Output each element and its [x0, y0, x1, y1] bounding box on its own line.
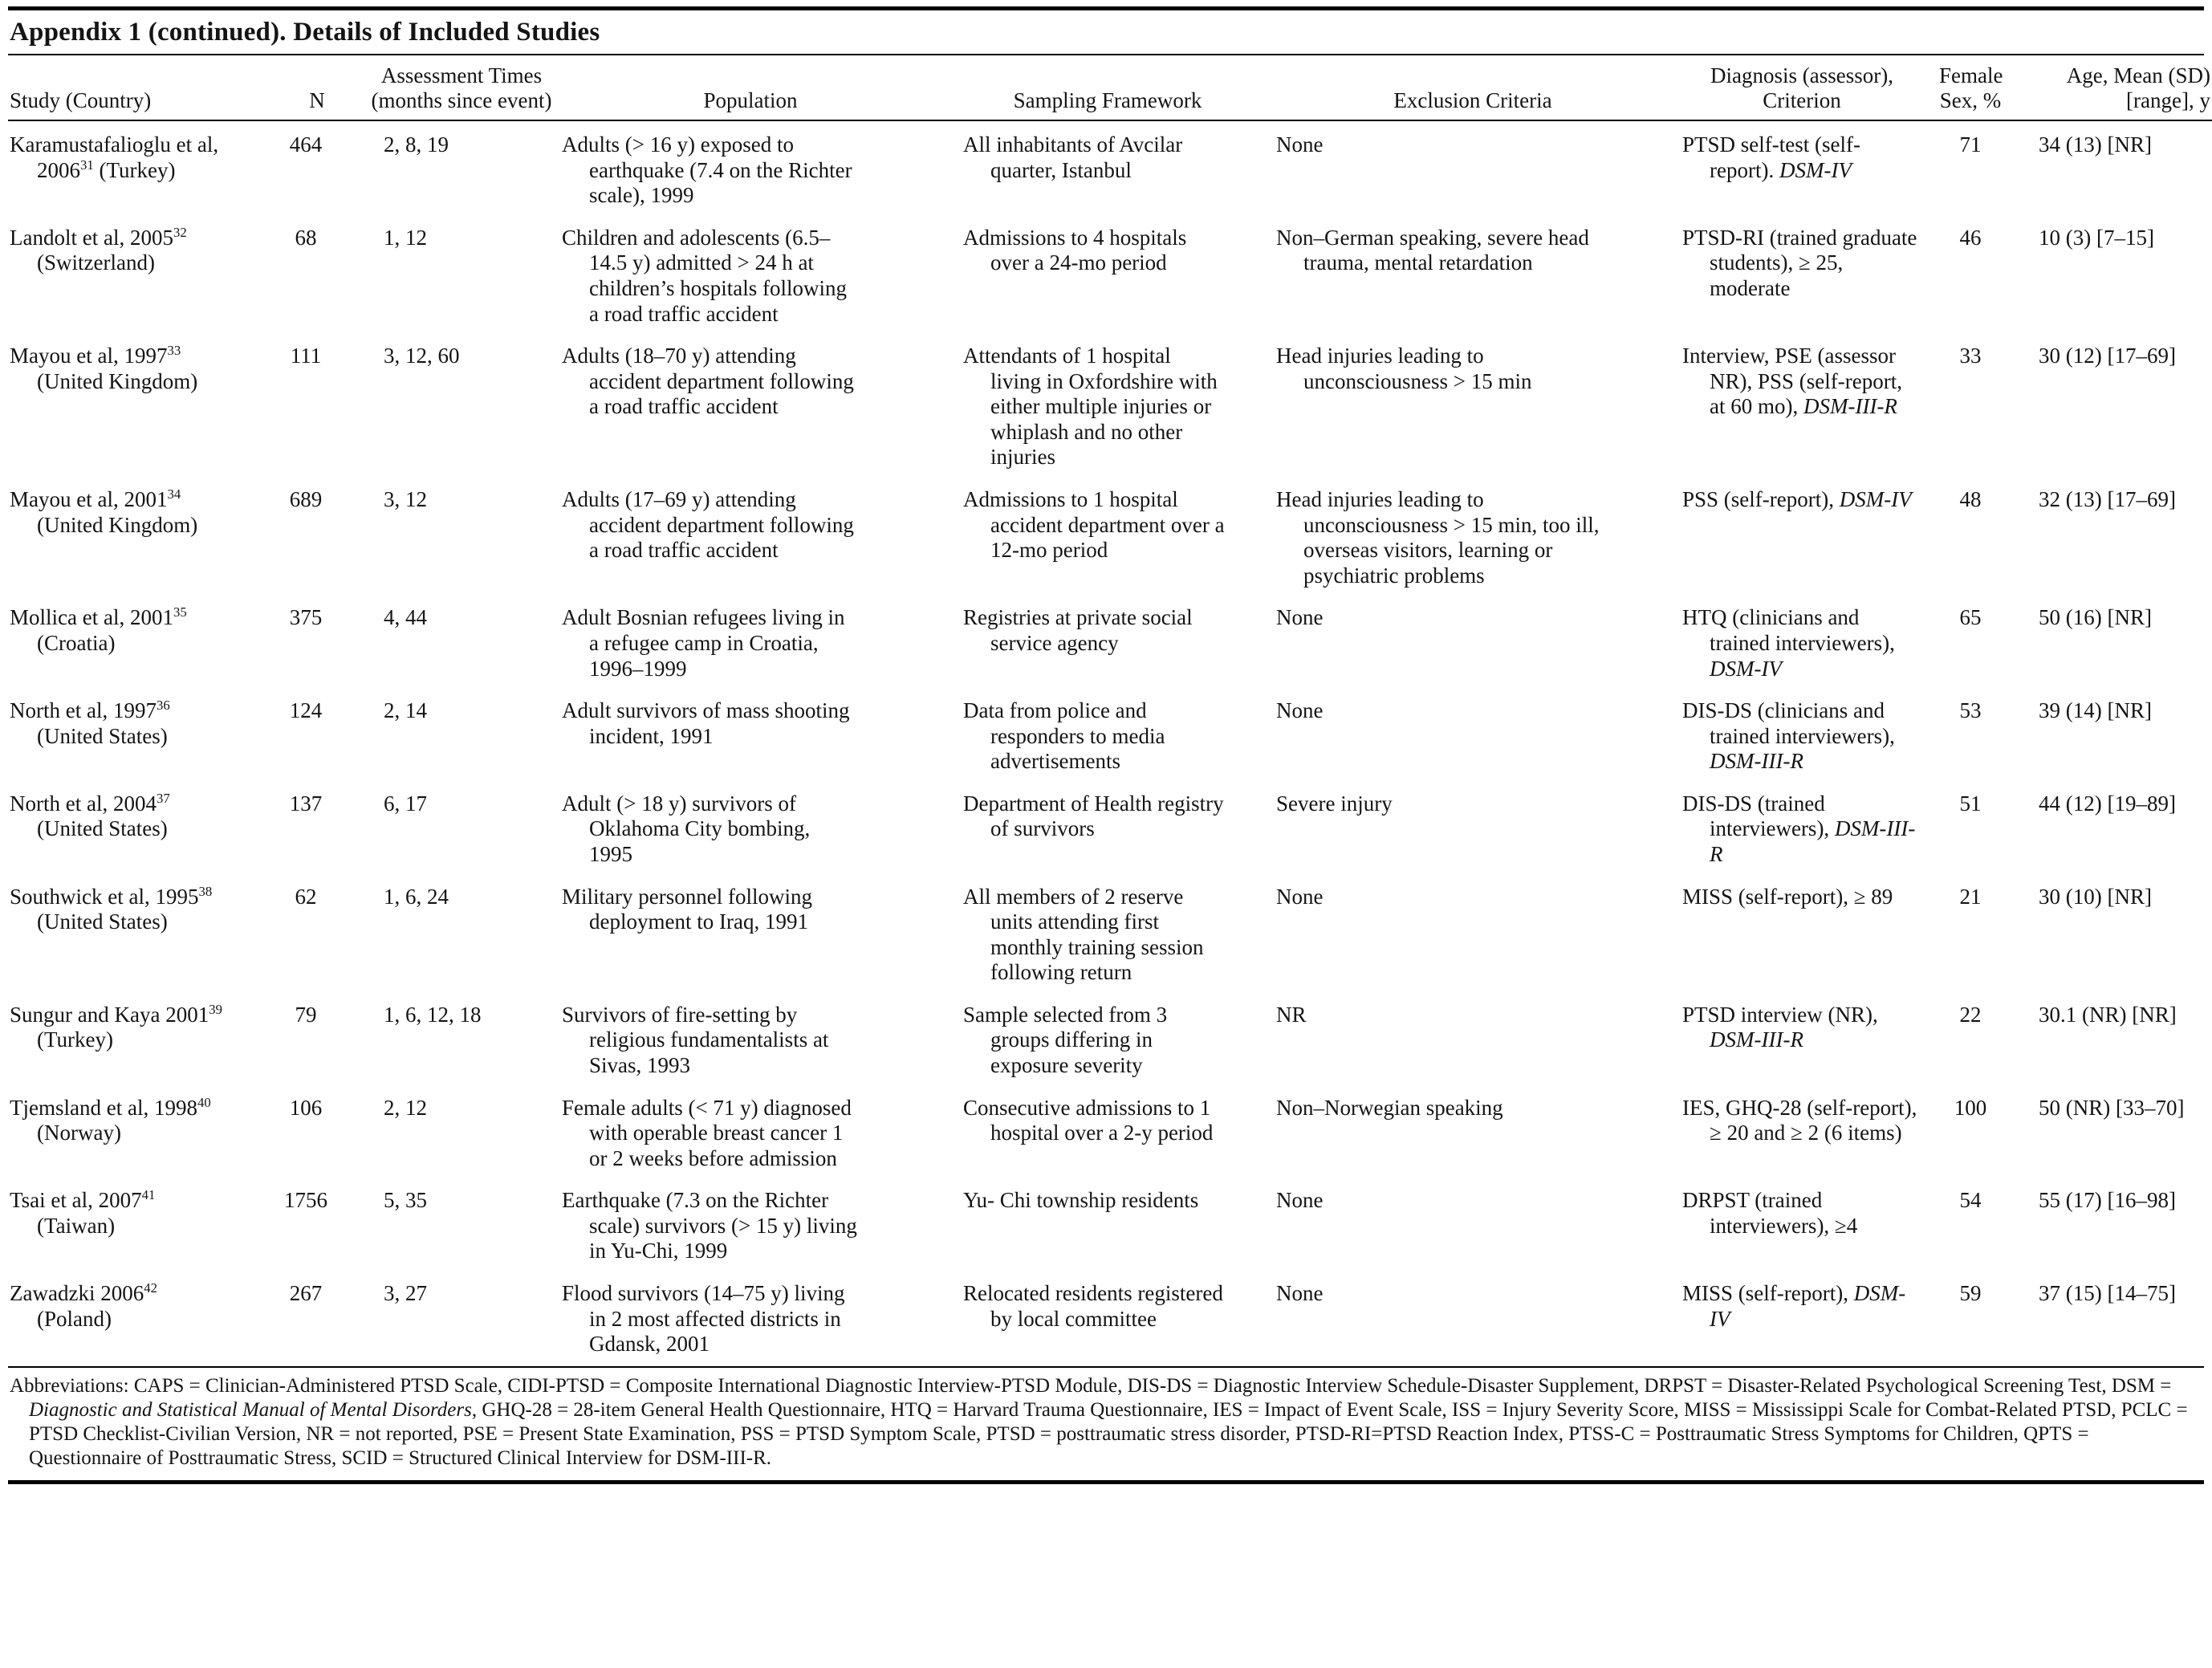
table-row: [8, 995, 2212, 1088]
age-cell: 39 (14) [NR]: [2039, 698, 2152, 723]
sampling-framework-cell: Registries at private social service agency: [963, 605, 1193, 655]
diagnosis-text: DIS-DS (trained interviewers),: [1682, 791, 1835, 841]
sample-size-cell: 79: [295, 1002, 317, 1027]
study-country: (United States): [37, 816, 168, 841]
sampling-framework-cell: All members of 2 reserve units attending first monthly training session following return: [963, 884, 1204, 985]
reference-superscript: 36: [156, 698, 170, 714]
dsm-criterion: DSM-IV: [1779, 157, 1852, 182]
female-percent-cell: 65: [1959, 605, 1982, 630]
study-cell: [8, 1180, 273, 1273]
assessment-times-cell: 2, 12: [384, 1095, 427, 1120]
age-cell: 32 (13) [17–69]: [2039, 487, 2176, 512]
age-cell: 55 (17) [16–98]: [2039, 1188, 2176, 1213]
col-header-population: Population: [562, 55, 939, 120]
study-cell: [8, 690, 273, 783]
sample-size-cell: 111: [290, 344, 322, 368]
study-country: (Norway): [37, 1121, 121, 1145]
sample-size-cell: 267: [289, 1281, 323, 1306]
population-cell: Survivors of fire-setting by religious fundamentalists at Sivas, 1993: [562, 1002, 829, 1078]
exclusion-criteria-cell: None: [1276, 884, 1324, 909]
exclusion-criteria-cell: Non–German speaking, severe head trauma, mental retardation: [1276, 225, 1589, 275]
sample-size-cell: 1756: [284, 1188, 327, 1213]
age-cell: 10 (3) [7–15]: [2039, 225, 2154, 250]
dsm-criterion: DSM-IV: [1710, 656, 1782, 681]
female-percent-cell: 53: [1959, 698, 1982, 723]
reference-superscript: 38: [198, 883, 213, 899]
sample-size-cell: 137: [289, 791, 323, 816]
assessment-times-cell: 3, 27: [384, 1281, 427, 1306]
sampling-framework-cell: Department of Health registry of survivors: [963, 791, 1224, 841]
study-name: Southwick et al, 1995: [10, 884, 199, 909]
female-percent-cell: 46: [1959, 225, 1982, 250]
col-header-diagnosis: Diagnosis (assessor), Criterion: [1669, 55, 1934, 120]
diagnosis-cell: [1669, 336, 1934, 479]
assessment-times-cell: 3, 12, 60: [384, 344, 460, 368]
col-header-age: Age, Mean (SD) [range], y: [2007, 55, 2212, 120]
abbreviations-note: [8, 1368, 2204, 1479]
sample-size-cell: 124: [289, 698, 323, 723]
diagnosis-cell: [1669, 120, 1934, 218]
diagnosis-cell: [1669, 1180, 1934, 1273]
bottom-rule: [8, 1480, 2204, 1484]
female-percent-cell: 48: [1959, 487, 1982, 512]
study-country: (Switzerland): [37, 250, 155, 275]
female-percent-cell: 22: [1959, 1002, 1982, 1027]
study-cell: [8, 597, 273, 690]
table-row: [8, 597, 2212, 690]
sampling-framework-cell: Consecutive admissions to 1 hospital over a 2-y period: [963, 1095, 1214, 1145]
diagnosis-cell: [1669, 597, 1934, 690]
study-name: Mayou et al, 1997: [10, 344, 168, 368]
diagnosis-text: MISS (self-report),: [1682, 1281, 1854, 1306]
assessment-times-cell: 1, 12: [384, 225, 427, 250]
female-percent-cell: 33: [1959, 344, 1982, 368]
exclusion-criteria-cell: Non–Norwegian speaking: [1276, 1095, 1503, 1120]
sample-size-cell: 464: [289, 132, 323, 157]
population-cell: Female adults (< 71 y) diagnosed with operable breast cancer 1 or 2 weeks before admission: [562, 1095, 852, 1170]
assessment-times-cell: 4, 44: [384, 605, 427, 630]
sampling-framework-cell: Sample selected from 3 groups differing in exposure severity: [963, 1002, 1168, 1078]
dsm-criterion: DSM-III-R: [1710, 749, 1803, 774]
sampling-framework-cell: Yu- Chi township residents: [963, 1188, 1199, 1213]
population-cell: Adult survivors of mass shooting incident, 1991: [562, 698, 850, 748]
diagnosis-cell: [1669, 995, 1934, 1088]
study-country: (Croatia): [37, 630, 116, 655]
reference-superscript: 37: [156, 790, 170, 806]
sample-size-cell: 62: [295, 884, 317, 909]
assessment-times-cell: 1, 6, 12, 18: [384, 1002, 482, 1027]
diagnosis-text: PTSD self-test (self-report).: [1682, 132, 1860, 182]
study-country: (United States): [37, 723, 168, 748]
female-percent-cell: 59: [1959, 1281, 1982, 1306]
study-cell: [8, 783, 273, 877]
table-row: [8, 690, 2212, 783]
reference-superscript: 32: [173, 224, 187, 240]
study-cell: [8, 336, 273, 479]
sampling-framework-cell: Attendants of 1 hospital living in Oxfordshire with either multiple injuries or whiplash and no other injuries: [963, 344, 1218, 470]
study-country: (Poland): [37, 1306, 112, 1331]
study-cell: [8, 1273, 273, 1366]
age-cell: 50 (16) [NR]: [2039, 605, 2152, 630]
population-cell: Children and adolescents (6.5–14.5 y) admitted > 24 h at children’s hospitals following a road traffic accident: [562, 225, 847, 326]
population-cell: Adult (> 18 y) survivors of Oklahoma City bombing, 1995: [562, 791, 811, 866]
age-cell: 34 (13) [NR]: [2039, 132, 2152, 157]
study-name: Zawadzki 2006: [10, 1281, 144, 1306]
reference-superscript: 39: [209, 1001, 222, 1017]
population-cell: Earthquake (7.3 on the Richter scale) survivors (> 15 y) living in Yu-Chi, 1999: [562, 1188, 857, 1263]
dsm-criterion: DSM-IV: [1710, 1281, 1906, 1331]
age-cell: 44 (12) [19–89]: [2039, 791, 2176, 816]
study-cell: [8, 479, 273, 597]
sampling-framework-cell: Data from police and responders to media advertisements: [963, 698, 1165, 774]
sampling-framework-cell: All inhabitants of Avcilar quarter, Istanbul: [963, 132, 1183, 182]
table-body: [8, 120, 2212, 1366]
diagnosis-text: HTQ (clinicians and trained interviewers),: [1682, 605, 1895, 655]
diagnosis-cell: [1669, 218, 1934, 336]
table-row: [8, 120, 2212, 218]
exclusion-criteria-cell: None: [1276, 698, 1324, 723]
table-row: [8, 1180, 2212, 1273]
diagnosis-text: DRPST (trained interviewers), ≥4: [1682, 1188, 1858, 1238]
female-percent-cell: 71: [1959, 132, 1982, 157]
assessment-times-cell: 3, 12: [384, 487, 427, 512]
exclusion-criteria-cell: Head injuries leading to unconsciousness > 15 min: [1276, 344, 1532, 393]
population-cell: Adult Bosnian refugees living in a refugee camp in Croatia, 1996–1999: [562, 605, 845, 681]
col-header-times: Assessment Times (months since event): [361, 55, 562, 120]
exclusion-criteria-cell: None: [1276, 605, 1324, 630]
col-header-study: Study (Country): [8, 55, 273, 120]
population-cell: Adults (17–69 y) attending accident department following a road traffic accident: [562, 487, 854, 563]
diagnosis-cell: [1669, 690, 1934, 783]
assessment-times-cell: 6, 17: [384, 791, 427, 816]
col-header-exclusion: Exclusion Criteria: [1276, 55, 1669, 120]
sample-size-cell: 68: [295, 225, 317, 250]
col-header-n: N: [273, 55, 361, 120]
diagnosis-text: Interview, PSE (assessor NR), PSS (self-report, at 60 mo),: [1682, 344, 1902, 419]
diagnosis-cell: [1669, 1273, 1934, 1366]
reference-superscript: 42: [144, 1280, 157, 1296]
study-country: (Taiwan): [37, 1213, 116, 1238]
reference-superscript: 35: [173, 604, 187, 620]
study-name: Sungur and Kaya 2001: [10, 1002, 209, 1027]
study-cell: [8, 120, 273, 218]
diagnosis-text: MISS (self-report), ≥ 89: [1682, 884, 1893, 909]
abbreviations-part1: Abbreviations: CAPS = Clinician-Administered PTSD Scale, CIDI-PTSD = Composite International Diagnostic Interview-PTSD Module, DIS-DS = Diagnostic Interview Schedule-Disaster Supplement, DRPST = Disaster-Related Psychological Screening Test, DSM =: [10, 1374, 2172, 1397]
diagnosis-text: IES, GHQ-28 (self-report), ≥ 20 and ≥ 2 (6 items): [1682, 1095, 1917, 1145]
female-percent-cell: 51: [1959, 791, 1982, 816]
female-percent-cell: 54: [1959, 1188, 1982, 1213]
assessment-times-cell: 1, 6, 24: [384, 884, 449, 909]
exclusion-criteria-cell: Head injuries leading to unconsciousness > 15 min, too ill, overseas visitors, learning or psychiatric problems: [1276, 487, 1600, 588]
age-cell: 30 (10) [NR]: [2039, 884, 2152, 909]
dsm-criterion: DSM-III-R: [1710, 816, 1916, 866]
study-name: Karamustafalioglu et al, 2006: [10, 132, 219, 182]
abbreviations-part2: , GHQ-28 = 28-item General Health Questionnaire, HTQ = Harvard Trauma Questionnaire, IES = Impact of Event Scale, ISS = Injury Severity Score, MISS = Mississippi Scale for Combat-Related PTSD, PCLC = PTSD Checklist-Civilian Version, NR = not reported, PSE = Present State Examination, PSS = PTSD Symptom Scale, PTSD = posttraumatic stress disorder, PTSD-RI=PTSD Reaction Index, PTSS-C = Posttraumatic Stress Symptoms for Children, QPTS = Questionnaire of Posttraumatic Stress, SCID = Structured Clinical Interview for DSM-III-R.: [29, 1398, 2188, 1469]
female-percent-cell: 21: [1959, 884, 1982, 909]
table-row: [8, 877, 2212, 995]
sample-size-cell: 106: [289, 1095, 323, 1120]
sampling-framework-cell: Admissions to 4 hospitals over a 24-mo period: [963, 225, 1187, 275]
assessment-times-cell: 2, 14: [384, 698, 427, 723]
study-name: North et al, 1997: [10, 698, 157, 723]
assessment-times-cell: 5, 35: [384, 1188, 427, 1213]
exclusion-criteria-cell: NR: [1276, 1002, 1307, 1027]
reference-superscript: 40: [197, 1094, 211, 1110]
age-cell: 50 (NR) [33–70]: [2039, 1095, 2185, 1120]
reference-superscript: 31: [80, 157, 94, 173]
study-country: (Turkey): [99, 157, 176, 182]
table-row: [8, 479, 2212, 597]
table-header: [8, 55, 2212, 120]
diagnosis-cell: [1669, 479, 1934, 597]
sampling-framework-cell: Relocated residents registered by local committee: [963, 1281, 1223, 1331]
dsm-criterion: DSM-III-R: [1803, 394, 1897, 419]
diagnosis-cell: [1669, 1088, 1934, 1181]
col-header-female: Female Sex, %: [1934, 55, 2007, 120]
population-cell: Military personnel following deployment to Iraq, 1991: [562, 884, 812, 934]
header-row: [8, 55, 2212, 120]
dsm-criterion: DSM-III-R: [1710, 1027, 1803, 1052]
sampling-framework-cell: Admissions to 1 hospital accident department over a 12-mo period: [963, 487, 1225, 563]
diagnosis-cell: [1669, 783, 1934, 877]
table-row: [8, 336, 2212, 479]
studies-table: [8, 55, 2212, 1366]
reference-superscript: 33: [167, 343, 181, 359]
table-row: [8, 1273, 2212, 1366]
sample-size-cell: 689: [289, 487, 323, 512]
study-cell: [8, 877, 273, 995]
exclusion-criteria-cell: None: [1276, 132, 1324, 157]
exclusion-criteria-cell: Severe injury: [1276, 791, 1393, 816]
table-row: [8, 783, 2212, 877]
study-name: Landolt et al, 2005: [10, 225, 173, 250]
exclusion-criteria-cell: None: [1276, 1188, 1324, 1213]
study-name: Tsai et al, 2007: [10, 1188, 142, 1213]
study-name: Mollica et al, 2001: [10, 605, 173, 630]
study-country: (Turkey): [37, 1027, 114, 1052]
study-country: (United States): [37, 909, 168, 934]
study-country: (United Kingdom): [37, 368, 198, 393]
population-cell: Adults (> 16 y) exposed to earthquake (7.4 on the Richter scale), 1999: [562, 132, 852, 208]
female-percent-cell: 100: [1954, 1095, 1987, 1120]
reference-superscript: 41: [141, 1187, 156, 1203]
study-country: (United Kingdom): [37, 512, 198, 537]
diagnosis-text: PTSD interview (NR),: [1682, 1002, 1878, 1027]
diagnosis-text: PSS (self-report),: [1682, 487, 1840, 512]
study-cell: [8, 1088, 273, 1181]
diagnosis-text: PTSD-RI (trained graduate students), ≥ 25, moderate: [1682, 225, 1917, 300]
table-row: [8, 1088, 2212, 1181]
age-cell: 37 (15) [14–75]: [2039, 1281, 2176, 1306]
study-name: Tjemsland et al, 1998: [10, 1095, 197, 1120]
study-name: Mayou et al, 2001: [10, 487, 168, 512]
reference-superscript: 34: [167, 486, 181, 502]
age-cell: 30.1 (NR) [NR]: [2039, 1002, 2177, 1027]
study-cell: [8, 995, 273, 1088]
assessment-times-cell: 2, 8, 19: [384, 132, 449, 157]
abbreviations-italic-title: Diagnostic and Statistical Manual of Mental Disorders: [29, 1398, 472, 1421]
population-cell: Flood survivors (14–75 y) living in 2 most affected districts in Gdansk, 2001: [562, 1281, 845, 1357]
sample-size-cell: 375: [289, 605, 323, 630]
page-title: Appendix 1 (continued). Details of Included Studies: [10, 18, 600, 47]
table-row: [8, 218, 2212, 336]
dsm-criterion: DSM-IV: [1839, 487, 1912, 512]
study-name: North et al, 2004: [10, 791, 157, 816]
age-cell: 30 (12) [17–69]: [2039, 344, 2176, 368]
diagnosis-cell: [1669, 877, 1934, 995]
col-header-sampling: Sampling Framework: [939, 55, 1276, 120]
diagnosis-text: DIS-DS (clinicians and trained interviewers),: [1682, 698, 1895, 748]
study-cell: [8, 218, 273, 336]
exclusion-criteria-cell: None: [1276, 1281, 1324, 1306]
population-cell: Adults (18–70 y) attending accident department following a road traffic accident: [562, 344, 854, 419]
